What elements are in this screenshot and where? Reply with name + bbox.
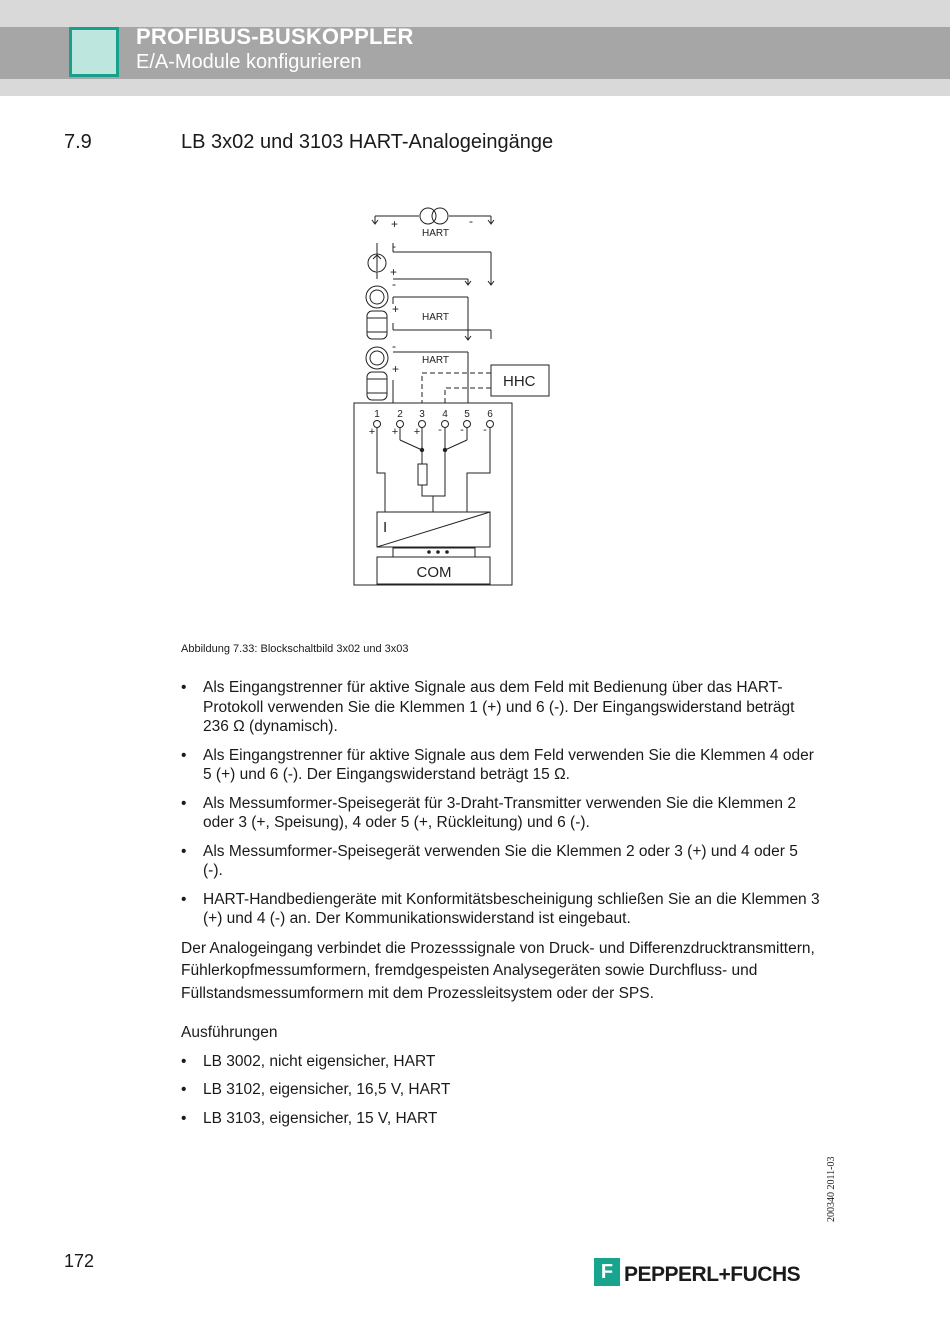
figure-caption: Abbildung 7.33: Blockschaltbild 3x02 und 3x03 bbox=[181, 643, 409, 655]
diagram-tx1-minus: - bbox=[392, 277, 396, 291]
section-title: LB 3x02 und 3103 HART-Analogeingänge bbox=[181, 131, 554, 153]
header-square-icon bbox=[69, 27, 119, 77]
section-number: 7.9 bbox=[64, 131, 92, 153]
diagram-hart-label: HART bbox=[422, 228, 450, 239]
brand-logo bbox=[594, 1258, 820, 1288]
diagram-top-plus: + bbox=[391, 217, 399, 231]
variants-heading: Ausführungen bbox=[181, 1024, 278, 1041]
list-item: • LB 3002, nicht eigensicher, HART bbox=[181, 1052, 821, 1072]
block-diagram bbox=[340, 198, 570, 598]
list-item: • Als Eingangstrenner für aktive Signale aus dem Feld verwenden Sie die Klemmen 4 oder 5 (+) und 6 (-). Der Eingangswiderstand beträgt 15 Ω. bbox=[181, 746, 821, 785]
diagram-terminal-number: 1 bbox=[374, 409, 380, 420]
diagram-terminal-number: 2 bbox=[397, 409, 403, 420]
variants-list bbox=[181, 1052, 821, 1129]
diagram-hart-label: HART bbox=[422, 355, 450, 366]
header-title: PROFIBUS-BUSKOPPLER bbox=[136, 24, 414, 49]
diagram-hhc-label: HHC bbox=[503, 373, 536, 390]
diagram-terminal-number: 3 bbox=[419, 409, 425, 420]
list-item: • HART-Handbediengeräte mit Konformitätsbescheinigung schließen Sie an die Klemmen 3 (+) und 4 (-) an. Der Kommunikationswiderstand ist eingebaut. bbox=[181, 890, 821, 929]
diagram-tx2-minus: - bbox=[392, 339, 396, 353]
main-content bbox=[181, 678, 821, 1137]
list-item: • Als Messumformer-Speisegerät für 3-Draht-Transmitter verwenden Sie die Klemmen 2 oder 3 (+, Speisung), 4 oder 5 (+, Rückleitung) und 6 (-). bbox=[181, 794, 821, 833]
diagram-tx2-plus: + bbox=[392, 362, 400, 376]
diagram-terminal-polarity: + bbox=[368, 426, 376, 438]
header-subtitle: E/A-Module konfigurieren bbox=[136, 51, 362, 73]
diagram-terminal-polarity: - bbox=[483, 424, 487, 436]
diagram-terminal-number: 4 bbox=[442, 409, 448, 420]
list-item: • Als Messumformer-Speisegerät verwenden Sie die Klemmen 2 oder 3 (+) und 4 oder 5 (-). bbox=[181, 842, 821, 881]
diagram-converter-label: I bbox=[383, 519, 388, 536]
diagram-terminal-polarity: + bbox=[413, 426, 421, 438]
document-code: 200340 2011-03 bbox=[826, 1156, 837, 1222]
diagram-terminal-polarity: - bbox=[438, 424, 442, 436]
diagram-tx1-plus: + bbox=[392, 302, 400, 316]
usage-list bbox=[181, 678, 821, 929]
list-item: • LB 3103, eigensicher, 15 V, HART bbox=[181, 1109, 821, 1129]
description-paragraph: Der Analogeingang verbindet die Prozesssignale von Druck- und Differenzdrucktransmittern, Fühlerkopfmessumformern, fremdgespeisten Analysegeräten sowie Durchfluss- und Füllstandsmessumformern mit dem Prozessleitsystem oder der SPS. bbox=[181, 939, 815, 1002]
diagram-top-minus: - bbox=[469, 214, 473, 228]
diagram-source-minus: - bbox=[392, 239, 396, 253]
diagram-source-plus: + bbox=[390, 265, 398, 279]
diagram-com-label: COM bbox=[416, 564, 452, 581]
brand-mark-icon: F bbox=[594, 1258, 620, 1286]
diagram-terminal-number: 6 bbox=[487, 409, 493, 420]
list-item: • LB 3102, eigensicher, 16,5 V, HART bbox=[181, 1080, 821, 1100]
diagram-hart-label: HART bbox=[422, 312, 450, 323]
list-item: • Als Eingangstrenner für aktive Signale aus dem Feld mit Bedienung über das HART-Protokoll verwenden Sie die Klemmen 1 (+) und 6 (-). Der Eingangswiderstand beträgt 236 Ω (dynamisch). bbox=[181, 678, 821, 737]
diagram-terminal-number: 5 bbox=[464, 409, 470, 420]
brand-name: PEPPERL+FUCHS bbox=[624, 1263, 801, 1286]
diagram-terminal-polarity: + bbox=[391, 426, 399, 438]
diagram-terminal-polarity: - bbox=[460, 424, 464, 436]
page-number: 172 bbox=[64, 1251, 95, 1271]
